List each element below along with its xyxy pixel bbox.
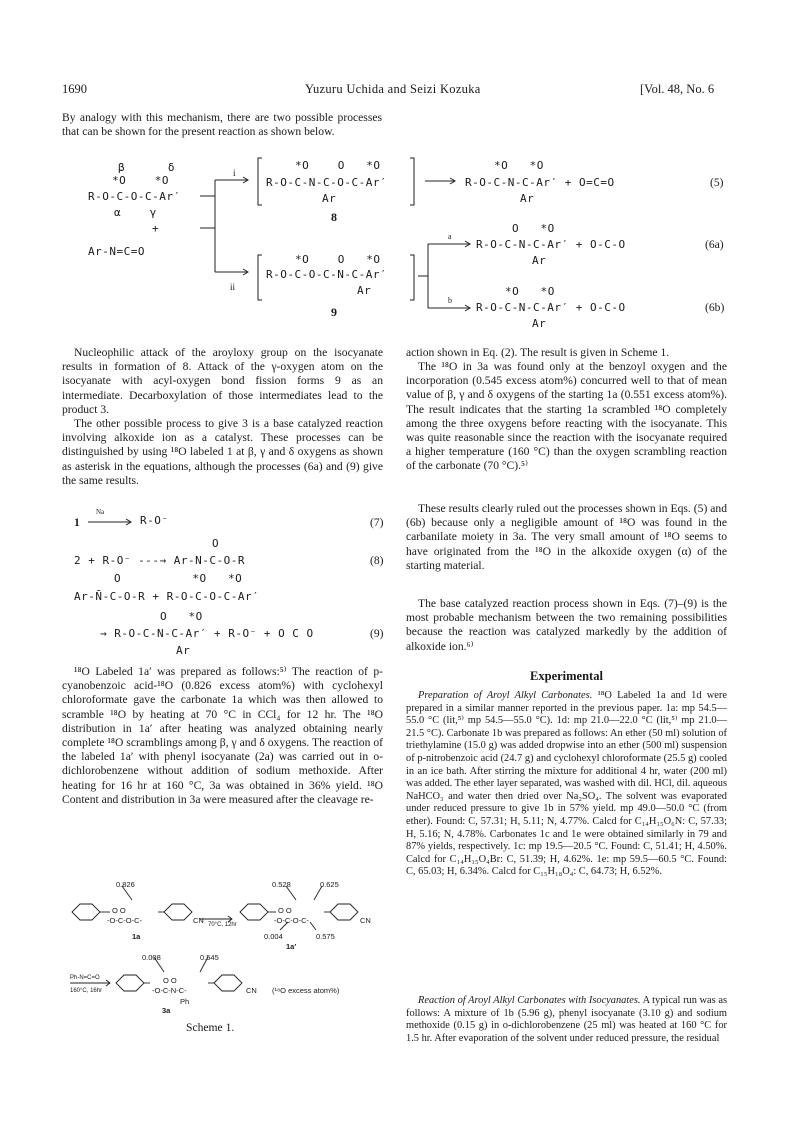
label-1a-prime: 1a′ bbox=[286, 942, 297, 951]
cn-3: CN bbox=[246, 986, 257, 995]
int9-top: *O O *O bbox=[295, 253, 381, 266]
int8-label: 8 bbox=[331, 210, 337, 224]
reactant1: R-O-C-O-C-Ar′ bbox=[88, 190, 181, 203]
plus-sign: + bbox=[152, 222, 160, 235]
condition-2b: 160°C, 16hr bbox=[70, 988, 103, 994]
eq8: 2 + R-O⁻ ---→ Ar-N-C-O-R bbox=[74, 554, 245, 567]
int8: R-O-C-N-C-O-C-Ar′ bbox=[266, 176, 388, 189]
condition-2a: Ph-N=C=O bbox=[70, 975, 100, 981]
value-0575: 0.575 bbox=[316, 932, 335, 941]
eq7-rhs: R-O⁻ bbox=[140, 514, 169, 527]
eq9-top: O *O *O bbox=[114, 572, 243, 585]
arrow-a-label: a bbox=[448, 232, 452, 241]
right-paragraph-4: The base catalyzed reaction process shown in Eqs. (7)–(9) is the most probable mechanism between the two remaining possibilities because the reaction was catalyzed markedly by the addition of alkoxide ion.⁶⁾ bbox=[406, 597, 727, 653]
prod6b-ar: Ar bbox=[532, 317, 547, 330]
eq7-number: (7) bbox=[370, 516, 384, 529]
int8-ar: Ar bbox=[322, 192, 337, 205]
left-paragraph-3: ¹⁸O Labeled 1a′ was prepared as follows:⁵⁾ The reaction of p-cyanobenzoic acid-¹⁸O (0.826 excess atom%) with cyclohexyl chloroformate gave the carbonate 1a which was then allowed to scramble ¹⁸O by heating at 70 °C in CCl₄ for 12 hr. The ¹⁸O distribution in 1a′ after heating was analyzed obtaining nearly complete ¹⁸O scramblings among β, γ and δ oxygens. The reaction of the labeled 1a′ with phenyl isocyanate (2a) was carried out in o-dichlorobenzene without addition of sodium methoxide. After heating for 16 hr at 160 °C, 3a was obtained in 36% yield. ¹⁸O Content and distribution in 3a were measured after the cleavage re- bbox=[62, 665, 383, 806]
prod5-top: *O *O bbox=[494, 159, 544, 172]
eq9-number: (9) bbox=[370, 627, 384, 640]
experimental-subtitle-2: Reaction of Aroyl Alkyl Carbonates with Isocyanates. bbox=[418, 995, 641, 1006]
left-paragraph-2: The other possible process to give 3 is a base catalyzed reaction involving alkoxide ion as a catalyst. These processes can be distinguished by using ¹⁸O labeled 1 at β, γ and δ oxygens as shown as asterisk in the equations, although the processes (6a) and (9) give the same results. bbox=[62, 417, 383, 487]
journal-volume: [Vol. 48, No. 6 bbox=[640, 82, 715, 96]
value-0008: 0.008 bbox=[142, 953, 161, 962]
experimental-paragraph-2 bbox=[406, 995, 727, 1045]
eq7-arrow bbox=[88, 518, 134, 526]
excess-note: (¹⁸O excess atom%) bbox=[272, 986, 340, 995]
right-paragraph-1: action shown in Eq. (2). The result is given in Scheme 1. bbox=[406, 346, 670, 359]
condition-1: 70°C, 12hr bbox=[208, 922, 237, 928]
cn-1: CN bbox=[193, 916, 204, 925]
value-0545: 0.545 bbox=[200, 953, 219, 962]
reactant1-labels: *O *O bbox=[112, 174, 169, 187]
scheme-1-structures bbox=[60, 880, 390, 1030]
prod6b: R-O-C-N-C-Ar′ + O-C-O bbox=[476, 301, 626, 314]
prod6a-top: O *O bbox=[512, 222, 555, 235]
left-paragraph-1: Nucleophilic attack of the aroyloxy group on the isocyanate results in formation of 8. Attack of the γ-oxygen atom on the isocyanate with acyl-oxygen bond fission forms 9 as an intermediate. Decarboxylation of those intermediates lead to the product 3. bbox=[62, 346, 383, 416]
int9-ar: Ar bbox=[357, 284, 372, 297]
eq6a-number: (6a) bbox=[705, 238, 724, 251]
prod5: R-O-C-N-C-Ar′ + O=C=O bbox=[465, 176, 615, 189]
section-title-experimental: Experimental bbox=[530, 669, 603, 683]
eq9-line1: Ar-N̄-C-O-R + R-O-C-O-C-Ar′ bbox=[74, 590, 260, 603]
cn-2: CN bbox=[360, 916, 371, 925]
arrow-b-label: b bbox=[448, 296, 452, 305]
eq7-lhs: 1 bbox=[74, 516, 80, 529]
experimental-text-1: ¹⁸O Labeled 1a and 1d were prepared in a similar manner reported in the previous paper. 1a: mp 54.5—55.0 °C (lit,⁵⁾ mp 54.5—55.0 °C). 1d: mp 21.0—22.0 °C (lit,⁵⁾ mp 21.0—21.5 °C). Carbonate 1b was prepared as follows: An ether (50 ml) solution of triethylamine (15.0 g) was added dropwise into an ether (500 ml) suspension of p-nitrobenzoic acid (24.7 g) and cyclohexyl chloroformate (25.5 g) cooled in an ice bath. After stirring the mixture for additional 4 hr, water (200 ml) was added. The ether layer separated, was washed with dil. HCl, dil. aqueous NaHCO₃ and water then dried over Na₂SO₄. The solvent was evaporated under reduced pressure to give 1b in 57% yield. mp 49.0—50.0 °C (from ether). Found: C, 57.31; H, 5.11; N, 4.77%. Calcd for C₁₄H₁₅O₆N: C, 57.33; H, 5.16; N, 4.78%. Carbonates 1c and 1e were obtained similarly in 79 and 87% yields, respectively. 1c: mp 19.5—20.5 °C. Found: C, 51.41; H, 4.50%. Calcd for C₁₄H₁₅O₄Br: C, 51.39; H, 4.62%. 1e: mp 59.5—60.5 °C. Found: C, 65.03; H, 6.34%. Calcd for C₁₅H₁₈O₄: C, 64.73; H, 6.52%. bbox=[406, 690, 727, 878]
ph-label: Ph bbox=[180, 997, 190, 1006]
experimental-subtitle-1: Preparation of Aroyl Alkyl Carbonates. bbox=[418, 690, 593, 701]
prod5-ar: Ar bbox=[520, 192, 535, 205]
prod6a: R-O-C-N-C-Ar′ + O-C-O bbox=[476, 238, 626, 251]
eq9-line2: → R-O-C-N-C-Ar′ + R-O⁻ + O C O bbox=[100, 627, 314, 640]
value-0004: 0.004 bbox=[264, 932, 283, 941]
scheme-1-caption: Scheme 1. bbox=[186, 1021, 235, 1034]
page-number: 1690 bbox=[62, 82, 87, 96]
experimental-text-2: A typical run was as follows: A mixture of 1b (5.96 g), phenyl isocyanate (3.10 g) and sodium methoxide (0.15 g) in o-dichlorobenzene (25 ml) was heated at 160 °C for 1.5 hr. After evaporation of the solvent under reduced pressure, the residual bbox=[406, 995, 727, 1044]
reactant1-sub: α γ bbox=[114, 206, 157, 219]
eq7-condition: Na bbox=[96, 508, 105, 516]
intro-paragraph: By analogy with this mechanism, there are two possible processes that can be shown for the present reaction as shown below. bbox=[62, 111, 382, 139]
int8-top: *O O *O bbox=[295, 159, 381, 172]
value-0528: 0.528 bbox=[272, 880, 291, 889]
label-3a: 3a bbox=[162, 1006, 171, 1015]
scheme-arrows bbox=[0, 0, 793, 340]
arrow-i-label: i bbox=[233, 168, 236, 178]
eq6b-number: (6b) bbox=[705, 301, 725, 314]
label-1a: 1a bbox=[132, 932, 141, 941]
arrow-ii-label: ii bbox=[230, 282, 236, 292]
right-paragraph-3: These results clearly ruled out the processes shown in Eqs. (5) and (6b) because only a negligible amount of ¹⁸O was found in the carbanilate moiety in 3a. The very small amount of ¹⁸O seems to have originated from the ¹⁸O in the alkoxide oxygen (α) of the starting material. bbox=[406, 502, 727, 572]
eq5-number: (5) bbox=[710, 176, 724, 189]
running-authors: Yuzuru Uchida and Seizi Kozuka bbox=[305, 82, 481, 96]
eq8-number: (8) bbox=[370, 554, 384, 567]
eq9-mid: O *O bbox=[160, 610, 203, 623]
prod6a-ar: Ar bbox=[532, 254, 547, 267]
int9-label: 9 bbox=[331, 305, 337, 319]
value-0625: 0.625 bbox=[320, 880, 339, 889]
int9: R-O-C-O-C-N-C-Ar′ bbox=[266, 268, 388, 281]
eq9-ar: Ar bbox=[176, 644, 191, 657]
greek-labels: β δ bbox=[118, 161, 175, 174]
eq8-top: O bbox=[212, 537, 220, 550]
right-paragraph-2: The ¹⁸O in 3a was found only at the benzoyl oxygen and the incorporation (0.545 excess atom%) concurred well to that of mean value of β, γ and δ oxygens of the starting 1a (0.551 excess atom%). The result indicates that the starting 1a scrambled ¹⁸O completely among the three oxygens before reacting with the isocyanate. This was quite reasonable since the reaction with the isocyanate required a higher temperature (160 °C) than the oxygen scrambling reaction of the carbonate (70 °C).⁵⁾ bbox=[406, 360, 727, 473]
reactant2: Ar-N=C=O bbox=[88, 245, 145, 258]
experimental-paragraph-1 bbox=[406, 690, 727, 879]
prod6b-top: *O *O bbox=[505, 285, 555, 298]
value-0826: 0.826 bbox=[116, 880, 135, 889]
